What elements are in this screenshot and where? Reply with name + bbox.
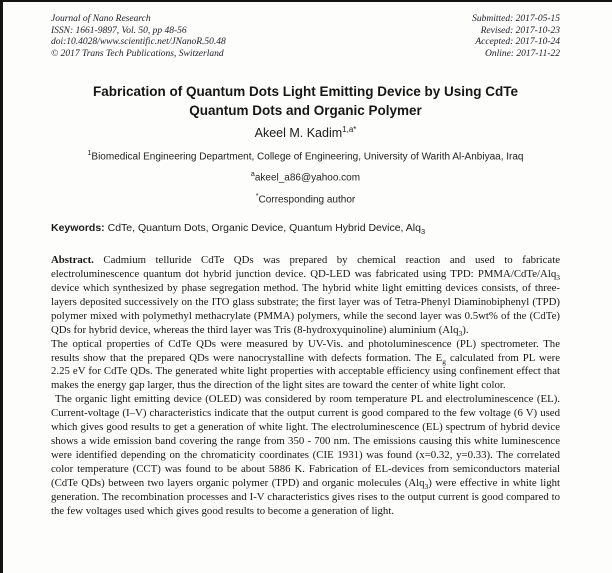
email-text: akeel_a86@yahoo.com [254,172,361,184]
submission-dates [472,14,560,60]
abstract [51,254,560,518]
journal-doi: doi:10.4028/www.scientific.net/JNanoR.50.48 [51,37,226,47]
keywords [51,222,560,236]
date-revised: Revised: 2017-10-23 [480,25,560,36]
paper-title-line-1: Fabrication of Quantum Dots Light Emitting Device by Using CdTe [92,84,519,99]
affiliation-superscript: 1 [87,150,92,158]
corresponding-text: Corresponding author [258,194,356,206]
affiliation-text: Biomedical Engineering Department, College of Engineering, University of Warith Al-Anbiyaa, Iraq [91,151,524,163]
author [51,125,560,140]
email-superscript: a [250,171,255,179]
keywords-label: Keywords: [51,222,105,235]
journal-info [51,14,226,60]
author-superscript: 1,a* [342,125,357,134]
date-accepted: Accepted: 2017-10-24 [475,37,560,47]
paper-title [51,82,560,120]
journal-copyright: © 2017 Trans Tech Publications, Switzerland [51,48,224,59]
corresponding-superscript: * [255,192,259,200]
abstract-paragraph-1: Abstract. Cadmium telluride CdTe QDs was prepared by chemical reaction and used to fabricate electroluminescence quantum dot hybrid junction device. QD-LED was fabricated using TPD: PMMA/CdTe/Alq$_3$ device which synthesized by phase segregation method. The hybrid white light emitting devices consists, of three-layers deposited successively on the ITO glass substrate; the first layer was of Tetra-Phenyl Diaminobiphenyl (TPD) polymer mixed with polymethyl methacrylate (PMMA) polymers, while the second layer was 0.5wt% of the (CdTe) QDs for hybrid device, whereas the third layer was Tris (8-hydroxyquinoline) aluminium (Alq$_3$). [51,254,560,338]
affiliation [51,150,560,162]
corresponding-author-note [51,193,560,205]
date-online: Online: 2017-11-22 [484,48,560,59]
keywords-list: CdTe, Quantum Dots, Organic Device, Quantum Hybrid Device, Alq$_3$ [104,222,426,237]
journal-issn-volume: ISSN: 1661-9897, Vol. 50, pp 48-56 [51,25,187,36]
paper-title-line-2: Quantum Dots and Organic Polymer [189,103,422,118]
header-meta [51,14,560,60]
abstract-paragraph-3: The organic light emitting device (OLED) was considered by room temperature PL and electroluminescence (EL). Current-voltage (I–V) characteristics indicate that the output current is good compared to the few voltage (6 V) used which gives good results to get a generation of white light. The electroluminescence (EL) spectrum of hybrid device shows a wide emission band covering the range from 350 - 700 nm. The emissions causing this white luminescence were identified depending on the chromaticity coordinates (CIE 1931) was found (x=0.32, y=0.33). The correlated color temperature (CCT) was found to be about 5886 K. Fabrication of EL-devices from semiconductors material (CdTe QDs) between two layers organic polymer (TPD) and organic molecules (Alq$_3$) were effective in white light generation. The recombination processes and I-V characteristics gives rises to the output current is good compared to the few voltages used which gives good results to become a generation of light. [51,393,560,517]
abstract-paragraph-2: The optical properties of CdTe QDs were measured by UV-Vis. and photoluminescence (PL) spectrometer. The results show that the prepared QDs were nanocrystalline with defects formation. The $E_g$ calculated from PL were 2.25 eV for CdTe QDs. The generated white light properties with acceptable efficiency using confinement effect that makes the energy gap larger, thus the direction of the light sites are toward the center of white light color. [51,337,560,392]
date-submitted: Submitted: 2017-05-15 [472,14,560,24]
author-name: Akeel M. Kadim [254,126,343,141]
author-email [51,171,560,183]
journal-title: Journal of Nano Research [51,14,151,24]
